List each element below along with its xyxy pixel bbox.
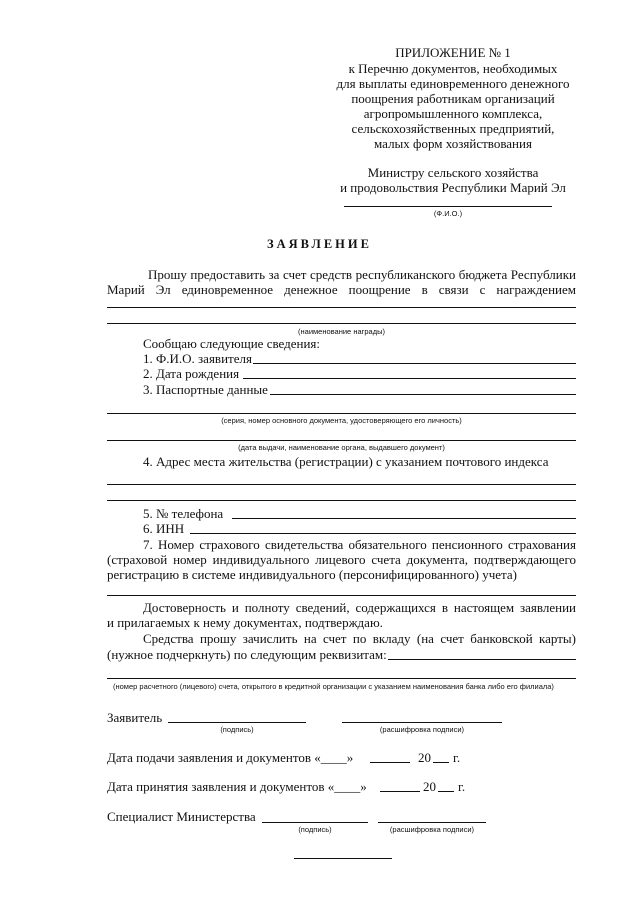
intro-line-1: Прошу предоставить за счет средств республиканского бюджета Республики xyxy=(148,267,576,282)
snils-text-1: 7. Номер страхового свидетельства обязательного пенсионного страхования xyxy=(143,537,576,552)
address-label: 4. Адрес места жительства (регистрации) с указанием почтового индекса xyxy=(143,454,549,469)
fio-field[interactable] xyxy=(253,363,576,364)
date-submit-g: г. xyxy=(453,750,461,765)
passport-caption-1: (серия, номер основного документа, удостоверяющего его личность) xyxy=(221,416,462,425)
date-submit-year-field[interactable] xyxy=(433,762,449,763)
appendix-header: малых форм хозяйствования xyxy=(374,136,532,151)
specialist-sign-caption: (подпись) xyxy=(298,825,332,834)
applicant-sign-caption: (подпись) xyxy=(220,725,254,734)
appendix-header: к Перечню документов, необходимых xyxy=(348,61,558,76)
date-accept-year-field[interactable] xyxy=(438,791,454,792)
appendix-header: ПРИЛОЖЕНИЕ № 1 xyxy=(395,45,511,60)
bottom-divider xyxy=(294,858,392,859)
bank-field-2[interactable] xyxy=(107,678,576,679)
confirm-text-2: и прилагаемых к нему документах, подтверждаю. xyxy=(107,615,383,630)
passport-caption-2: (дата выдачи, наименование органа, выдавшего документ) xyxy=(238,443,445,452)
inform-label: Сообщаю следующие сведения: xyxy=(143,336,321,351)
addressee: Министру сельского хозяйства xyxy=(367,165,539,180)
date-accept-month[interactable] xyxy=(380,791,420,792)
award-line-2[interactable] xyxy=(107,323,576,324)
applicant-label: Заявитель xyxy=(107,710,163,725)
appendix-header: для выплаты единовременного денежного xyxy=(336,76,570,91)
applicant-sign-field[interactable] xyxy=(168,722,306,723)
phone-label: 5. № телефона xyxy=(143,506,224,521)
date-submit-month[interactable] xyxy=(370,762,410,763)
snils-text-3: регистрацию в системе индивидуального (персонифицированного) учета) xyxy=(107,567,517,582)
fio-caption: (Ф.И.О.) xyxy=(433,209,463,218)
date-accept-g: г. xyxy=(458,779,466,794)
date-accept-year: 20 xyxy=(423,779,436,794)
passport-line-3[interactable] xyxy=(107,440,576,441)
date-submit-year: 20 xyxy=(418,750,431,765)
appendix-header: поощрения работникам организаций xyxy=(351,91,555,106)
specialist-sign-field[interactable] xyxy=(262,822,368,823)
appendix-header: агропромышленного комплекса, xyxy=(363,106,543,121)
snils-text-2: (страховой номер индивидуального лицевого счета документа, подтверждающего xyxy=(107,552,576,567)
bank-field-1[interactable] xyxy=(388,659,576,660)
applicant-decode-caption: (расшифровка подписи) xyxy=(379,725,465,734)
award-caption: (наименование награды) xyxy=(298,327,385,336)
birth-field[interactable] xyxy=(243,378,576,379)
confirm-text-1: Достоверность и полноту сведений, содержащихся в настоящем заявлении xyxy=(143,600,576,615)
birth-label: 2. Дата рождения xyxy=(143,366,240,381)
document-title: ЗАЯВЛЕНИЕ xyxy=(267,237,372,251)
address-line-2[interactable] xyxy=(107,500,576,501)
inn-field[interactable] xyxy=(190,533,576,534)
applicant-decode-field[interactable] xyxy=(342,722,502,723)
intro-line-2: Марий Эл единовременное денежное поощрение в связи с награждением xyxy=(107,282,576,297)
date-accept-label: Дата принятия заявления и документов «____» xyxy=(107,779,367,794)
passport-field[interactable] xyxy=(270,394,576,395)
specialist-label: Специалист Министерства xyxy=(107,809,256,824)
addressee: и продовольствия Республики Марий Эл xyxy=(340,180,566,195)
inn-label: 6. ИНН xyxy=(143,521,185,536)
bank-text-1: Средства прошу зачислить на счет по вкладу (на счет банковской карты) xyxy=(143,631,576,646)
specialist-decode-caption: (расшифровка подписи) xyxy=(389,825,475,834)
address-line-1[interactable] xyxy=(107,484,576,485)
passport-line-2[interactable] xyxy=(107,413,576,414)
bank-text-2: (нужное подчеркнуть) по следующим реквизитам: xyxy=(107,647,387,662)
passport-label: 3. Паспортные данные xyxy=(143,382,268,397)
fio-label: 1. Ф.И.О. заявителя xyxy=(143,351,252,366)
snils-field[interactable] xyxy=(107,595,576,596)
bank-caption: (номер расчетного (лицевого) счета, открытого в кредитной организации с указанием наименования банка либо его филиала) xyxy=(113,682,554,691)
specialist-decode-field[interactable] xyxy=(378,822,486,823)
date-submit-label: Дата подачи заявления и документов «____» xyxy=(107,750,354,765)
fio-line[interactable] xyxy=(344,206,552,207)
appendix-header: сельскохозяйственных предприятий, xyxy=(351,121,555,136)
award-line-1[interactable] xyxy=(107,307,576,308)
phone-field[interactable] xyxy=(232,518,576,519)
